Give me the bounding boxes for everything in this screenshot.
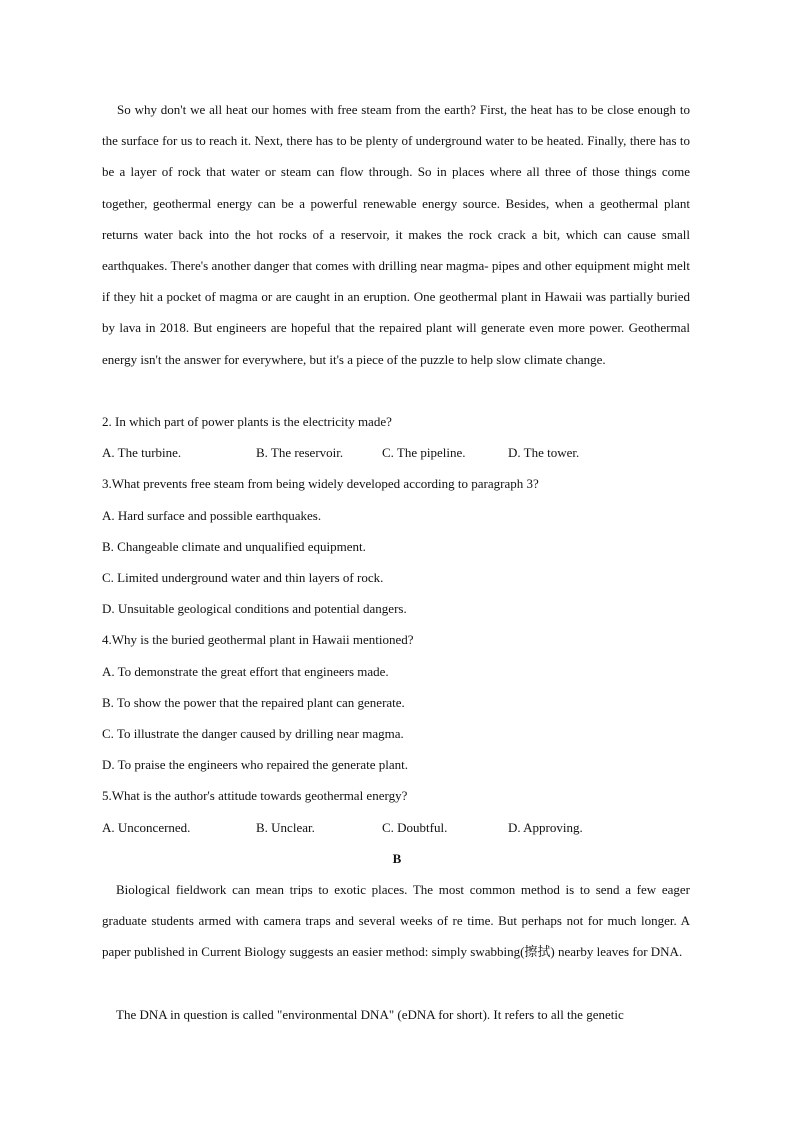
question-2-option-d: D. The tower. [508,445,580,460]
question-5-option-b: B. Unclear. [256,820,315,835]
question-4-option-a: A. To demonstrate the great effort that engineers made. [102,664,389,679]
question-2-option-b: B. The reservoir. [256,445,344,460]
question-3-option-a: A. Hard surface and possible earthquakes. [102,508,322,523]
question-4-stem: 4.Why is the buried geothermal plant in Hawaii mentioned? [102,632,414,647]
section-b-heading: B [392,851,402,866]
question-3-option-d: D. Unsuitable geological conditions and potential dangers. [102,601,407,616]
passage-a-paragraph: So why don't we all heat our homes with free steam from the earth? First, the heat has to be close enough to the surface for us to reach it. Next, there has to be plenty of underground water to be heated. Finally, there has to be a layer of rock that water or steam can flow through. So in places where all three of those things come together, geothermal energy can be a powerful renewable energy source. Besides, when a geothermal plant returns water back into the hot rocks of a reservoir, it makes the rock crack a bit, which can cause small earthquakes. There's another danger that comes with drilling near magma- pipes and other equipment might melt if they hit a pocket of magma or are caught in an eruption. One geothermal plant in Hawaii was partially buried by lava in 2018. But engineers are hopeful that the repaired plant will generate even more power. Geothermal energy isn't the answer for everywhere, but it's a piece of the puzzle to help slow climate change. [102,102,690,367]
question-2-stem: 2. In which part of power plants is the electricity made? [102,414,392,429]
question-3-stem: 3.What prevents free steam from being widely developed according to paragraph 3? [102,476,539,491]
question-5-stem: 5.What is the author's attitude towards geothermal energy? [102,788,408,803]
question-4-option-c: C. To illustrate the danger caused by drilling near magma. [102,726,404,741]
section-b-paragraph-1: Biological fieldwork can mean trips to exotic places. The most common method is to send a few eager graduate students armed with camera traps and several weeks of re time. But perhaps not for much longer. A paper published in Current Biology suggests an easier method: simply swabbing(擦拭) nearby leaves for DNA. [102,882,690,960]
question-2-option-c: C. The pipeline. [382,445,466,460]
question-5-option-a: A. Unconcerned. [102,820,191,835]
question-5-option-d: D. Approving. [508,820,583,835]
question-4-option-b: B. To show the power that the repaired plant can generate. [102,695,405,710]
question-2-option-a: A. The turbine. [102,445,182,460]
section-b-paragraph-2: The DNA in question is called "environmental DNA" (eDNA for short). It refers to all the genetic [116,1007,624,1022]
question-3-option-c: C. Limited underground water and thin layers of rock. [102,570,384,585]
question-4-option-d: D. To praise the engineers who repaired the generate plant. [102,757,409,772]
question-3-option-b: B. Changeable climate and unqualified equipment. [102,539,366,554]
question-5-option-c: C. Doubtful. [382,820,448,835]
